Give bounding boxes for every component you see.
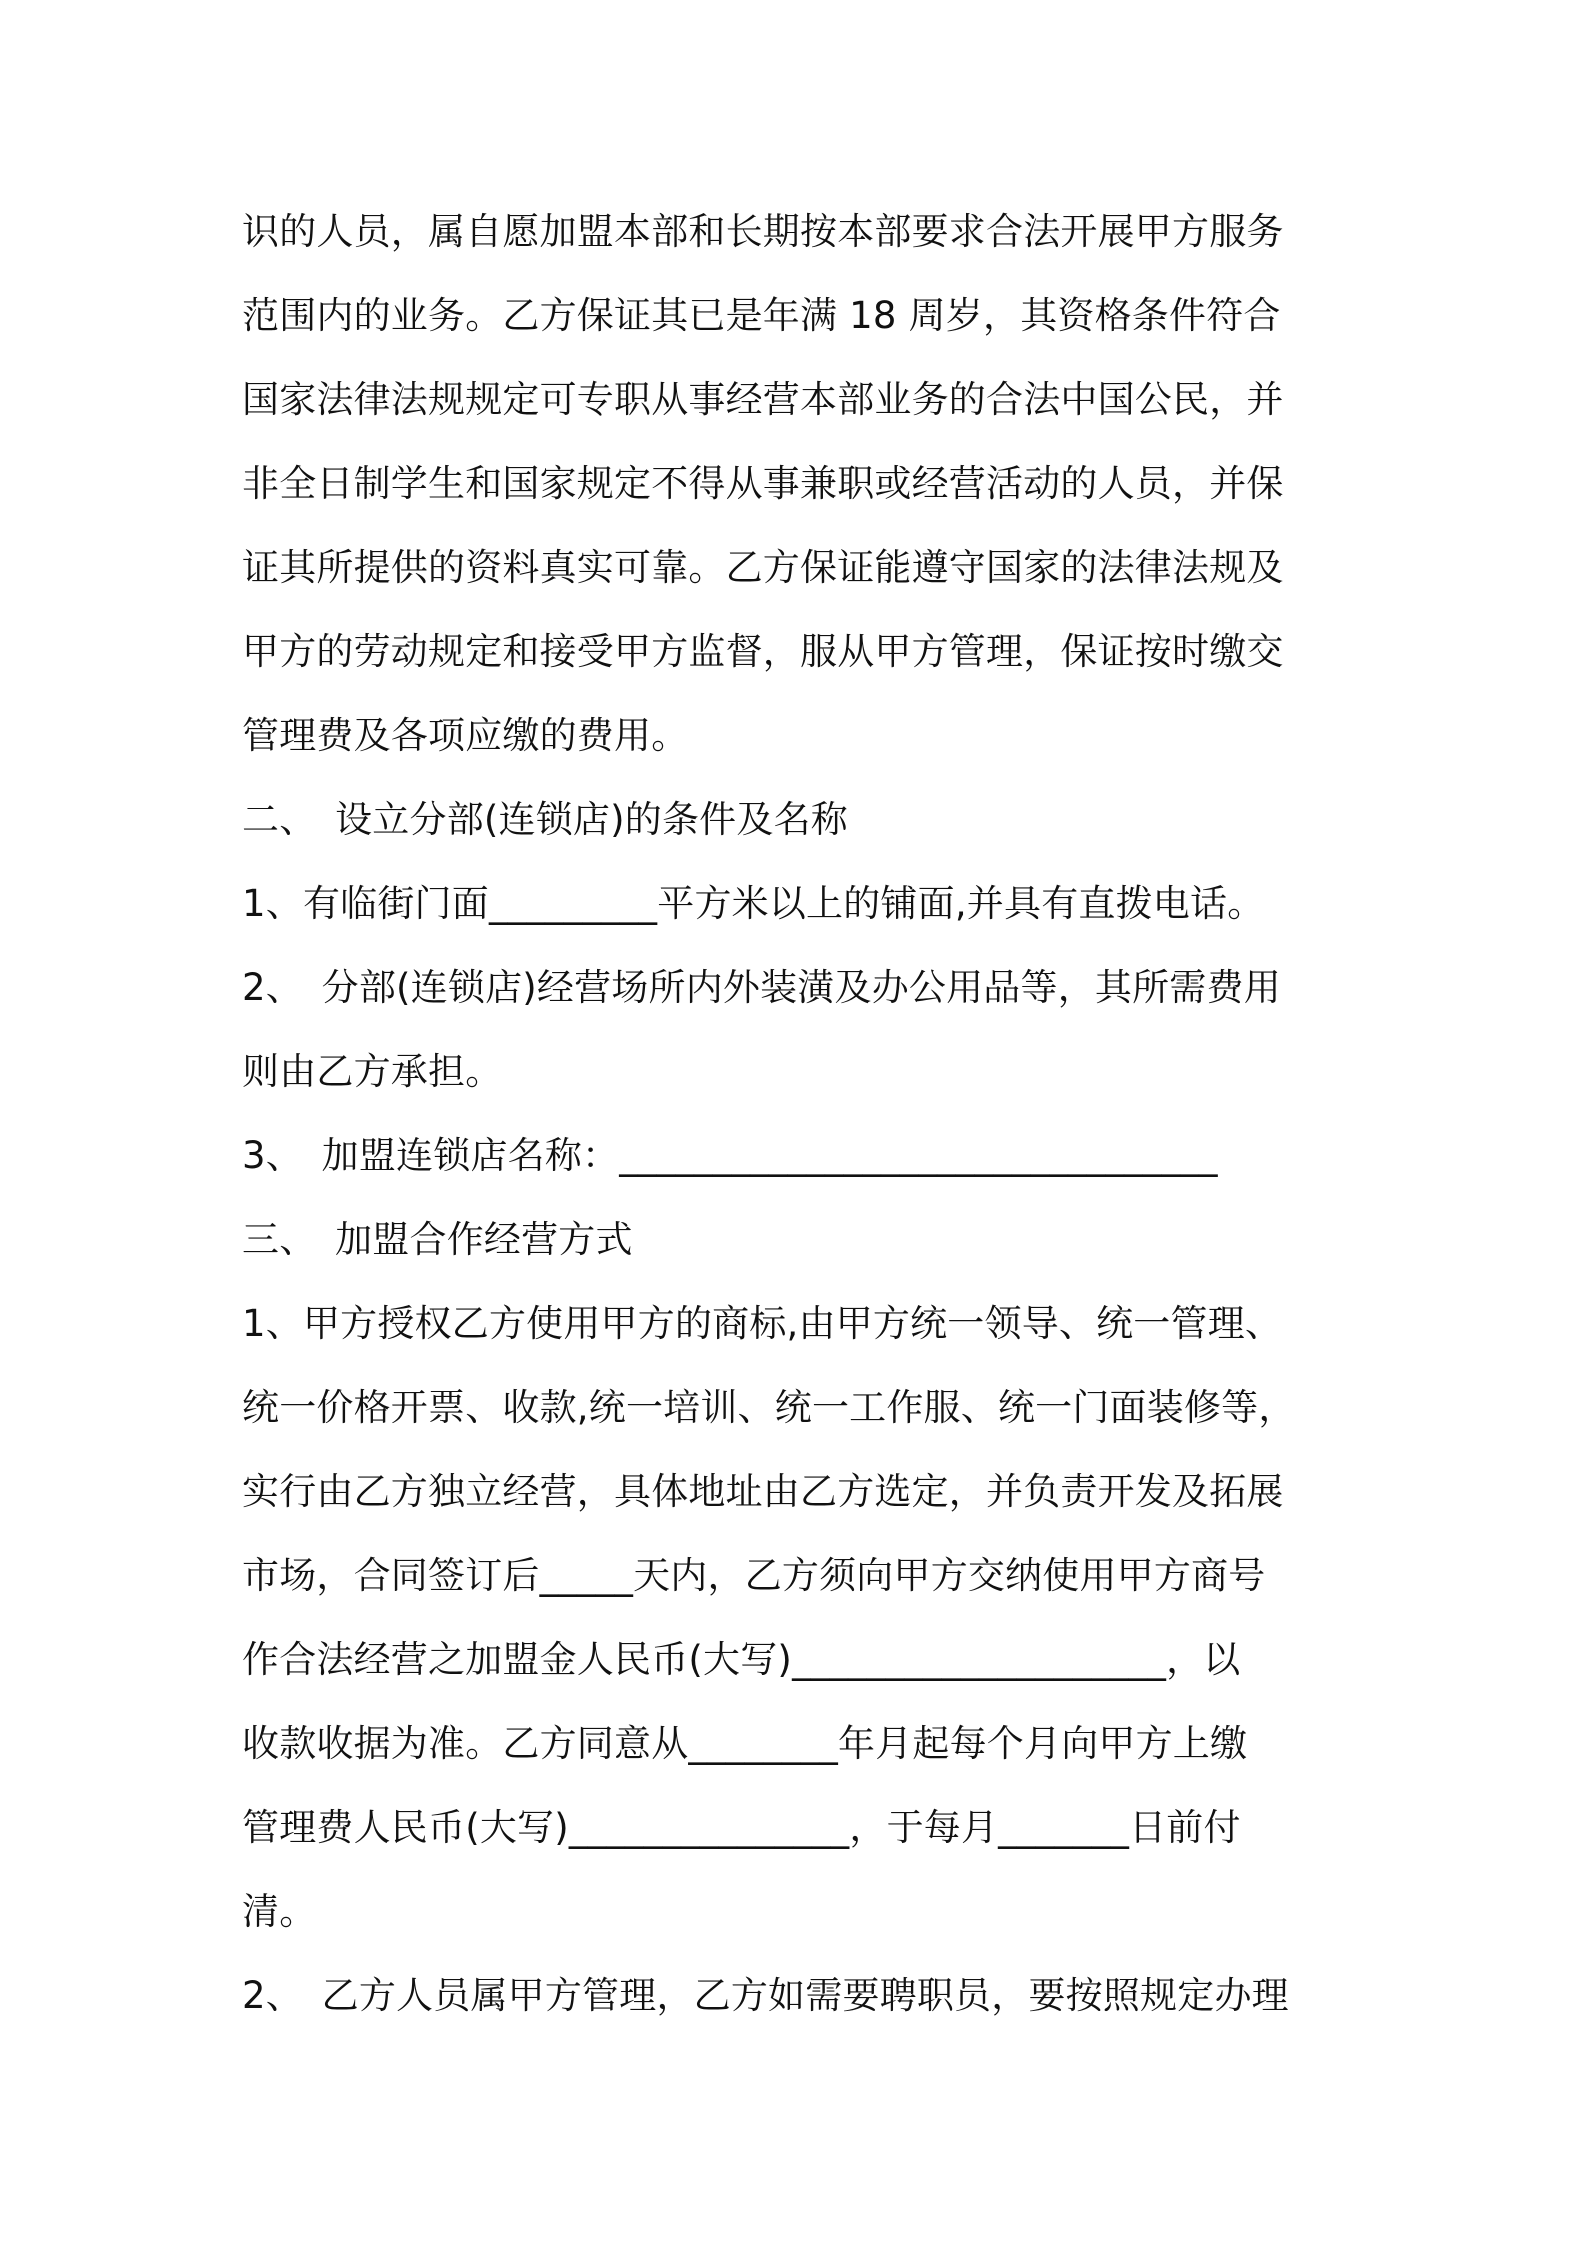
text-line: 证其所提供的资料真实可靠。乙方保证能遵守国家的法律法规及 (242, 546, 1284, 589)
section-heading: 二、 设立分部(连锁店)的条件及名称 (242, 798, 848, 841)
text-line: 收款收据为准。乙方同意从________年月起每个月向甲方上缴 (242, 1722, 1248, 1765)
text-line: 2、 乙方人员属甲方管理，乙方如需要聘职员，要按照规定办理 (242, 1974, 1289, 2017)
text-line: 管理费及各项应缴的费用。 (242, 714, 689, 757)
text-line: 管理费人民币(大写)_______________，于每月_______日前付 (242, 1806, 1241, 1849)
text-line: 1、有临街门面_________平方米以上的铺面,并具有直拨电话。 (242, 882, 1265, 925)
text-line: 2、 分部(连锁店)经营场所内外装潢及办公用品等，其所需费用 (242, 966, 1281, 1009)
text-line: 市场，合同签订后_____天内，乙方须向甲方交纳使用甲方商号 (242, 1554, 1266, 1597)
text-line: 识的人员，属自愿加盟本部和长期按本部要求合法开展甲方服务 (242, 210, 1284, 253)
text-line: 统一价格开票、收款,统一培训、统一工作服、统一门面装修等， (242, 1386, 1296, 1429)
text-line: 清。 (242, 1890, 317, 1933)
text-line: 甲方的劳动规定和接受甲方监督，服从甲方管理，保证按时缴交 (242, 630, 1284, 673)
text-line: 1、甲方授权乙方使用甲方的商标,由甲方统一领导、统一管理、 (242, 1302, 1283, 1345)
text-line: 非全日制学生和国家规定不得从事兼职或经营活动的人员，并保 (242, 462, 1284, 505)
document-body (242, 190, 1352, 2038)
section-heading: 三、 加盟合作经营方式 (242, 1218, 633, 1261)
text-line: 实行由乙方独立经营，具体地址由乙方选定，并负责开发及拓展 (242, 1470, 1284, 1513)
text-line: 作合法经营之加盟金人民币(大写)____________________，以 (242, 1638, 1241, 1681)
text-line: 3、 加盟连锁店名称：________________________________ (242, 1134, 1218, 1177)
text-line: 范围内的业务。乙方保证其已是年满 18 周岁，其资格条件符合 (242, 294, 1281, 337)
text-line: 则由乙方承担。 (242, 1050, 503, 1093)
text-line: 国家法律法规规定可专职从事经营本部业务的合法中国公民，并 (242, 378, 1284, 421)
